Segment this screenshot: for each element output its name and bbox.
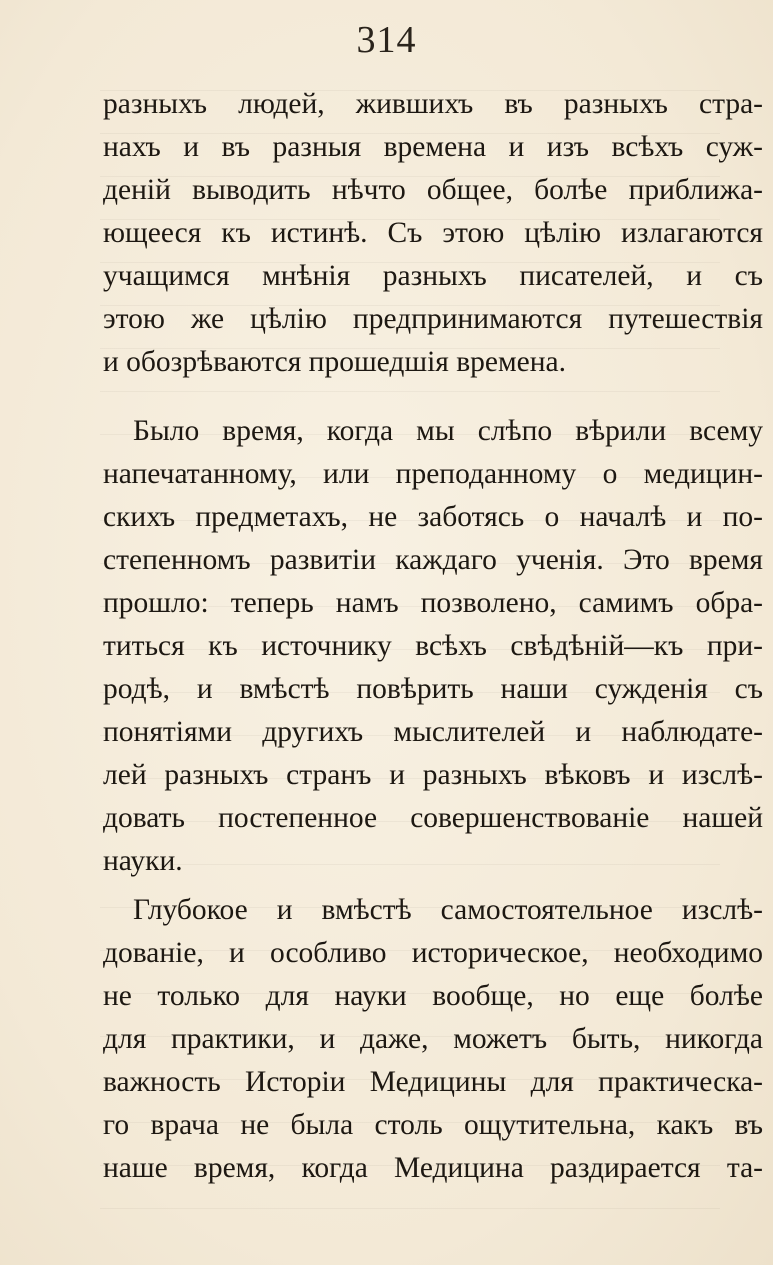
text-line: го врача не была столь ощутительна, какъ въ (103, 1109, 763, 1141)
text-line: родѣ, и вмѣстѣ повѣрить наши сужденія съ (103, 673, 763, 705)
text-line: деній выводить нѣчто общее, болѣе приближа- (103, 174, 763, 206)
text-line: нахъ и въ разныя времена и изъ всѣхъ суж- (103, 131, 763, 163)
text-line: Глубокое и вмѣстѣ самостоятельное изслѣ- (133, 894, 763, 926)
text-line: науки. (103, 845, 183, 877)
text-line: важность Исторіи Медицины для практическа- (103, 1066, 763, 1098)
text-line: дованіе, и особливо историческое, необходимо (103, 937, 763, 969)
paragraph-1 (103, 83, 763, 384)
text-line: Было время, когда мы слѣпо вѣрили всему (133, 415, 763, 447)
paragraph-3 (103, 889, 763, 1190)
text-line: не только для науки вообще, но еще болѣе (103, 980, 763, 1012)
text-line: понятіями другихъ мыслителей и наблюдате- (103, 716, 763, 748)
page-number: 314 (356, 19, 417, 61)
text-line: этою же цѣлію предпринимаются путешествія (103, 303, 763, 335)
text-line: лей разныхъ странъ и разныхъ вѣковъ и изслѣ- (103, 759, 763, 791)
text-line: довать постепенное совершенствованіе нашей (103, 802, 763, 834)
text-line: разныхъ людей, жившихъ въ разныхъ стра- (103, 88, 763, 120)
text-line: для практики, и даже, можетъ быть, никогда (103, 1023, 763, 1055)
text-line: скихъ предметахъ, не заботясь о началѣ и по- (103, 501, 763, 533)
paragraph-2 (103, 410, 763, 883)
text-line: и обозрѣваются прошедшія времена. (103, 346, 567, 378)
text-line: прошло: теперь намъ позволено, самимъ обра- (103, 587, 763, 619)
text-line: учащимся мнѣнія разныхъ писателей, и съ (103, 260, 763, 292)
text-line: степенномъ развитіи каждаго ученія. Это время (103, 544, 763, 576)
text-line: ющееся къ истинѣ. Съ этою цѣлію излагаются (103, 217, 763, 249)
text-line: напечатанному, или преподанному о медицин- (103, 458, 763, 490)
text-line: наше время, когда Медицина раздирается та- (103, 1152, 763, 1184)
text-line: титься къ источнику всѣхъ свѣдѣній—къ при- (103, 630, 763, 662)
